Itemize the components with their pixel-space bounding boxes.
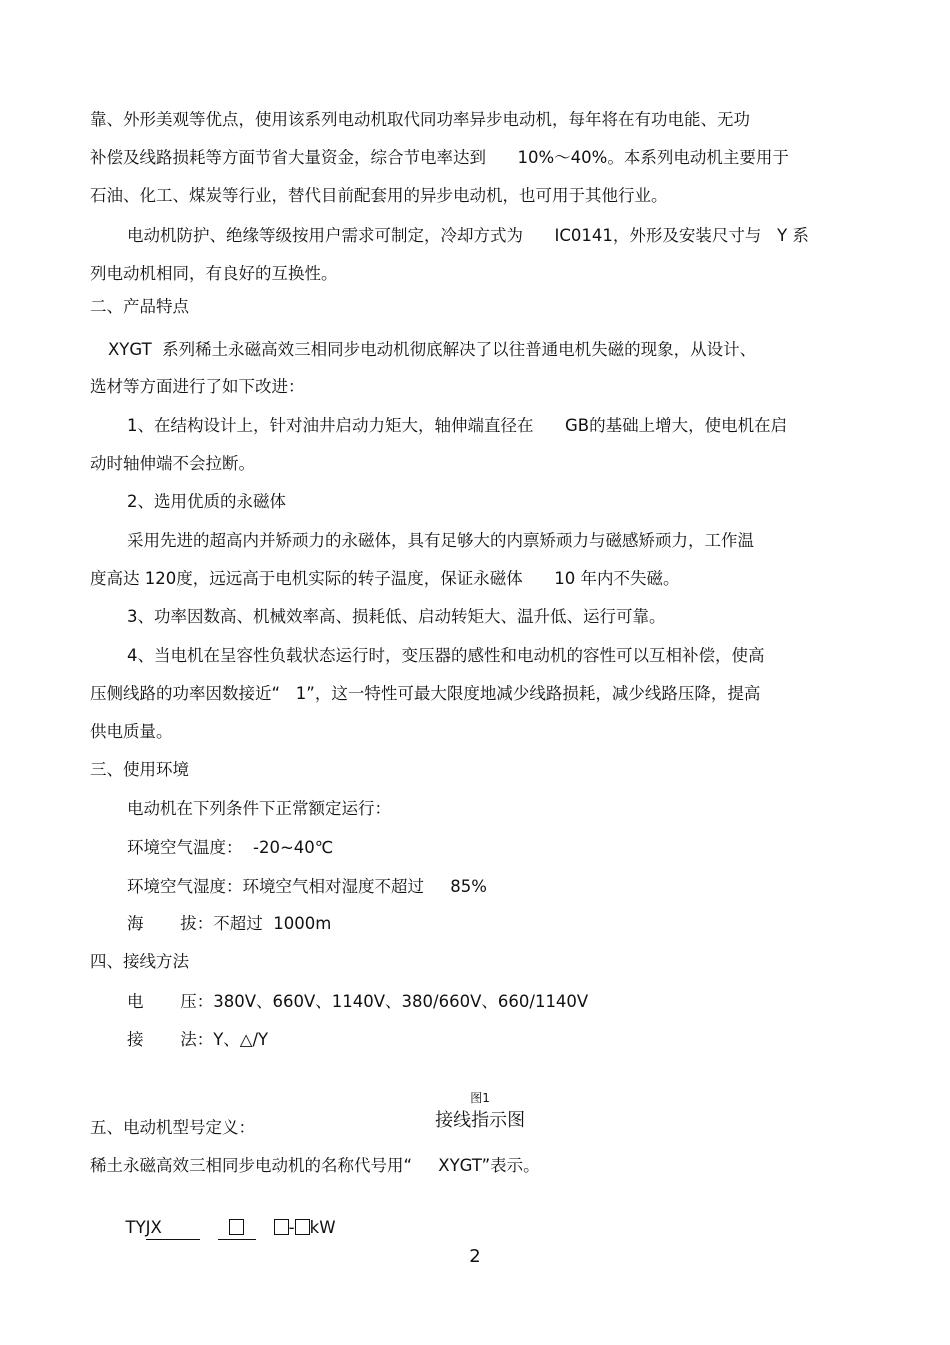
text-line: 电动机在下列条件下正常额定运行： (127, 799, 391, 818)
text-line: 3、功率因数高、机械效率高、损耗低、启动转矩大、温升低、运行可靠。 (127, 607, 666, 626)
text-line: 补偿及线路损耗等方面节省大量资金，综合节电率达到 10%～40%。本系列电动机主要用于 (90, 148, 789, 167)
figure-title: 接线指示图 (435, 1110, 526, 1131)
model-box-field (218, 1217, 256, 1240)
text-line: 4、当电机在呈容性负载状态运行时，变压器的感性和电动机的容性可以互相补偿，使高 (127, 646, 765, 665)
section-heading: 四、接线方法 (90, 952, 189, 971)
text-line: XYGT 系列稀土永磁高效三相同步电动机彻底解决了以往普通电机失磁的现象，从设计、 (108, 340, 757, 359)
text-line: 供电质量。 (90, 722, 173, 741)
text-line: 石油、化工、煤炭等行业，替代目前配套用的异步电动机，也可用于其他行业。 (90, 186, 668, 205)
model-jx-field: JX (146, 1217, 200, 1240)
text-line: 选材等方面进行了如下改进： (90, 377, 305, 396)
blank-box (274, 1219, 289, 1235)
figure-number: 图1 (470, 1091, 490, 1105)
text-line: 靠、外形美观等优点，使用该系列电动机取代同功率异步电动机，每年将在有功电能、无功 (90, 110, 750, 129)
text-line: 接 法：Y、△/Y (127, 1030, 269, 1049)
section-heading: 三、使用环境 (90, 760, 189, 779)
model-dash: - (288, 1218, 295, 1237)
text-line: 动时轴伸端不会拉断。 (90, 454, 255, 473)
text-line: 2、选用优质的永磁体 (127, 492, 286, 511)
model-code-formula (115, 1195, 336, 1240)
text-line: 度高达 120度，远远高于电机实际的转子温度，保证永磁体 10 年内不失磁。 (90, 569, 680, 588)
section-heading: 二、产品特点 (90, 297, 189, 316)
text-line: 海 拔：不超过 1000m (127, 914, 332, 933)
section-heading: 五、电动机型号定义： (90, 1118, 255, 1137)
text-line: 1、在结构设计上，针对油井启动力矩大，轴伸端直径在 GB的基础上增大，使电机在启 (127, 416, 788, 435)
text-line: 电 压：380V、660V、1140V、380/660V、660/1140V (127, 992, 589, 1011)
model-prefix: TY (125, 1218, 146, 1237)
page-number: 2 (469, 1246, 481, 1267)
text-line: 列电动机相同，有良好的互换性。 (90, 264, 338, 283)
text-line: 环境空气湿度：环境空气相对湿度不超过 85% (127, 877, 487, 896)
model-unit: kW (309, 1218, 336, 1237)
text-line: 压侧线路的功率因数接近“ 1”，这一特性可最大限度地减少线路损耗，减少线路压降，提高 (90, 684, 761, 703)
blank-box (295, 1219, 310, 1235)
text-line: 稀土永磁高效三相同步电动机的名称代号用“ XYGT”表示。 (90, 1156, 540, 1175)
text-line: 电动机防护、绝缘等级按用户需求可制定，冷却方式为 IC0141，外形及安装尺寸与 Y 系 (127, 226, 809, 245)
text-line: 环境空气温度： -20~40℃ (127, 838, 334, 857)
blank-box (229, 1219, 244, 1235)
text-line: 采用先进的超高内并矫顽力的永磁体，具有足够大的内禀矫顽力与磁感矫顽力，工作温 (127, 531, 754, 550)
